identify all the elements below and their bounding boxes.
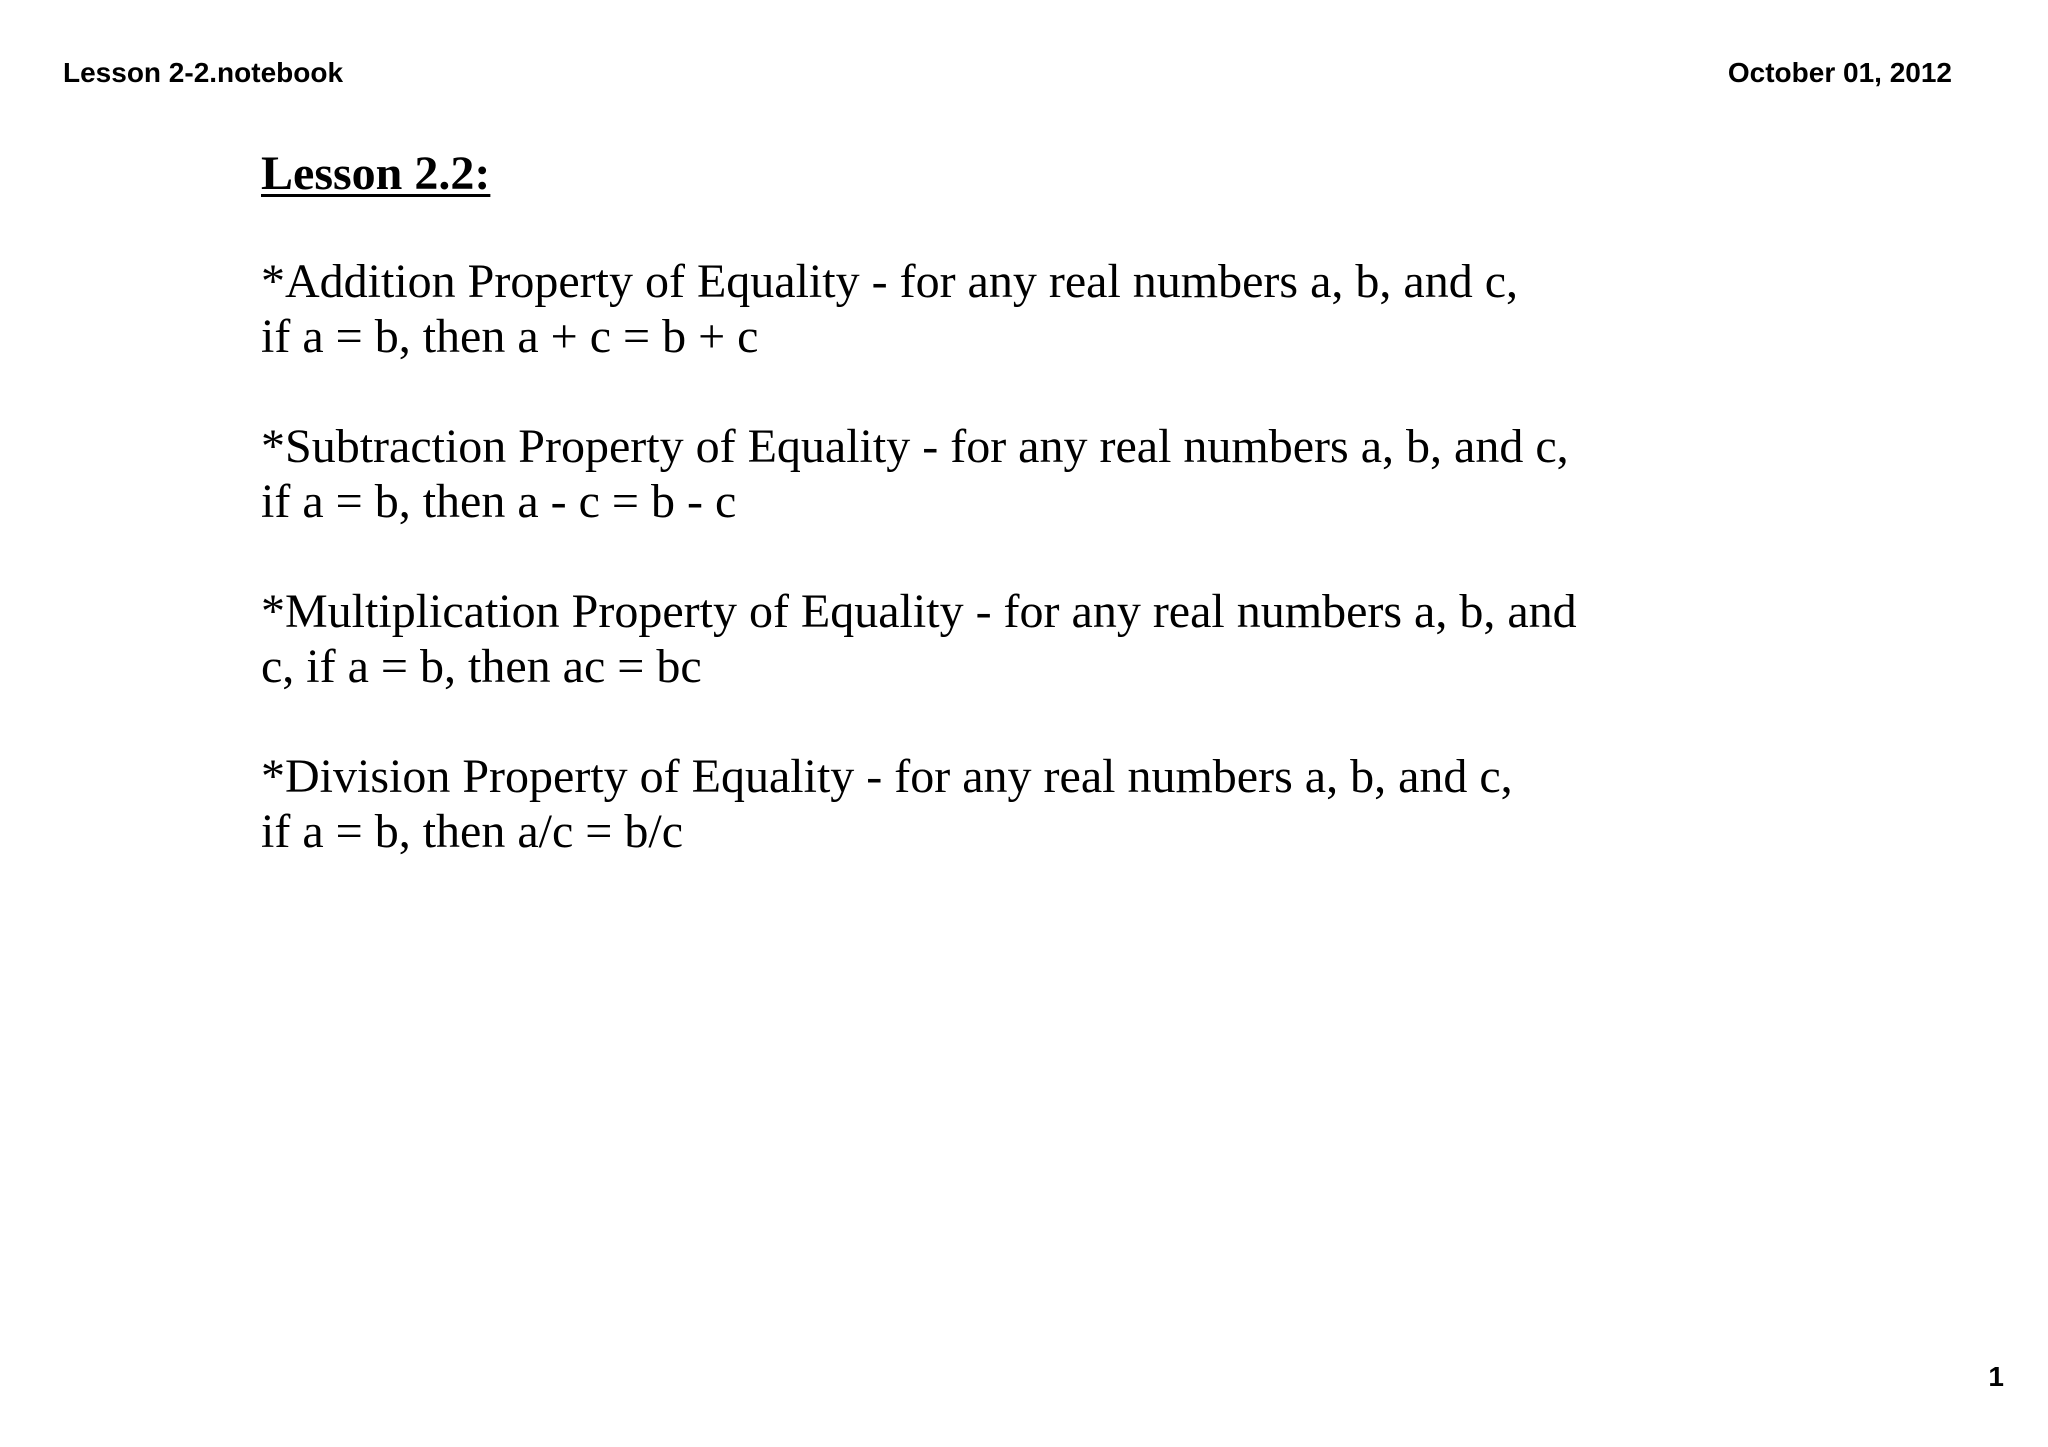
subtraction-property-definition: *Subtraction Property of Equality - for any real numbers a, b, and c, [261,420,1569,473]
lesson-content [261,146,1981,859]
multiplication-property [261,584,1981,694]
addition-property-definition: *Addition Property of Equality - for any real numbers a, b, and c, [261,255,1518,308]
addition-property [261,254,1981,364]
division-property [261,749,1981,859]
notebook-name: Lesson 2-2.notebook [63,57,344,88]
multiplication-property-rule: c, if a = b, then ac = bc [261,640,702,693]
page-number: 1 [1988,1361,2004,1392]
page-date: October 01, 2012 [1727,57,1952,88]
multiplication-property-definition: *Multiplication Property of Equality - for any real numbers a, b, and [261,585,1577,638]
addition-property-rule: if a = b, then a + c = b + c [261,310,759,363]
subtraction-property-rule: if a = b, then a - c = b - c [261,475,737,528]
subtraction-property [261,419,1981,529]
lesson-title: Lesson 2.2: [261,147,491,200]
division-property-definition: *Division Property of Equality - for any real numbers a, b, and c, [261,750,1513,803]
division-property-rule: if a = b, then a/c = b/c [261,805,683,858]
